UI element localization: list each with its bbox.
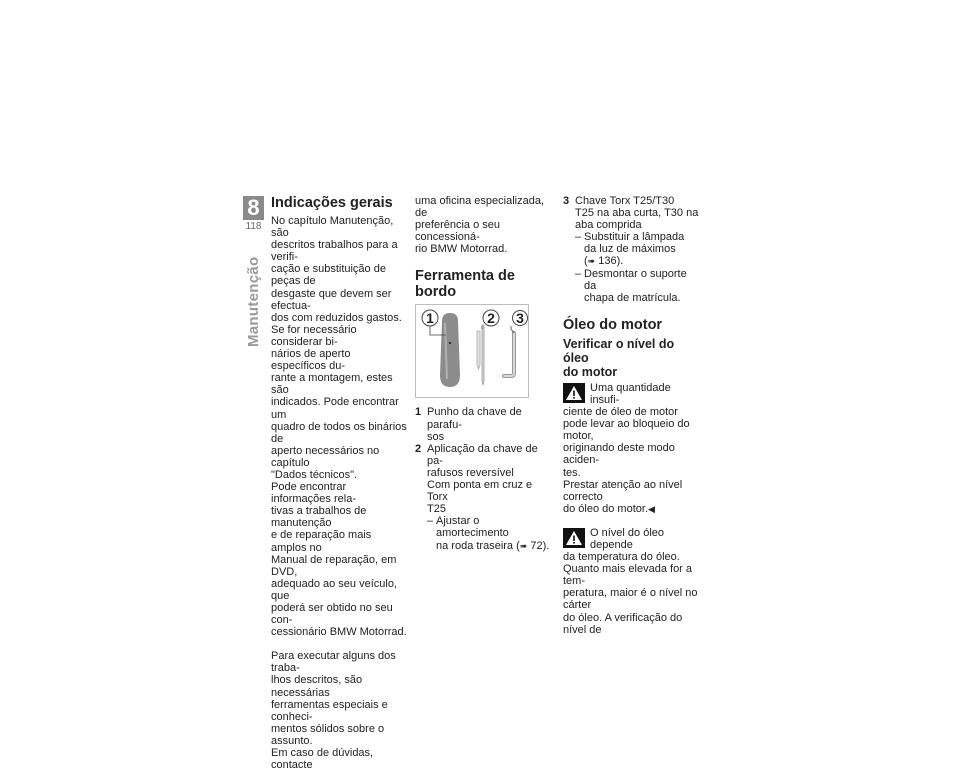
text-line: Verificar o nível do óleo [563, 336, 675, 365]
text-line: lhos descritos, são necessárias [271, 674, 363, 699]
paragraph-general [271, 215, 407, 638]
torx-key-shape [504, 333, 514, 376]
text-line: tivas a trabalhos de manutenção [271, 505, 367, 530]
paragraph-tools-note [271, 650, 407, 771]
text-line: desgaste que devem ser efectua- [271, 287, 392, 312]
dash-marker: – [427, 515, 434, 528]
text-line: adequado ao seu veículo, que [271, 577, 397, 602]
text-line: e de reparação mais amplos no [271, 529, 372, 554]
subsection-title-check-oil [563, 337, 700, 379]
text-line: uma oficina especializada, de [415, 195, 545, 220]
text-line: Ajustar o amortecimento [436, 515, 509, 540]
screwdriver-bit-shape [482, 325, 484, 385]
screwdriver-handle-shape [440, 313, 460, 387]
ref-paren: ( [516, 539, 520, 552]
text-line: Se for necessário considerar bi- [271, 323, 357, 348]
list-subitem [575, 268, 700, 304]
text-line: dos com reduzidos gastos. [271, 311, 402, 324]
text-line: Desmontar o suporte da [584, 267, 687, 292]
text-line: nários de aperto específicos du- [271, 348, 351, 373]
text-line: rio BMW Motorrad. [415, 243, 508, 256]
text-line: preferência o seu concessioná- [415, 219, 500, 244]
callout-label-1: 1 [426, 310, 434, 327]
dash-marker: – [575, 231, 582, 244]
page-number: 118 [243, 220, 264, 233]
text-line: rafusos reversível [427, 466, 514, 479]
text-line: da temperatura do óleo. [563, 551, 680, 564]
section-title-engine-oil: Óleo do motor [563, 316, 663, 333]
list-number: 2 [415, 442, 422, 455]
text-line: sos [427, 430, 445, 443]
list-item-2 [415, 443, 552, 552]
text-line: mentos sólidos sobre o assunto. [271, 722, 385, 747]
callout-label-2: 2 [487, 310, 495, 327]
handle-dot [449, 342, 451, 344]
chapter-marker [243, 196, 264, 233]
text-line: Aplicação da chave de pa- [427, 442, 538, 467]
text-line: poderá ser obtido no seu con- [271, 602, 393, 627]
end-of-warning-icon: ◀ [648, 503, 655, 514]
text-line: Punho da chave de parafu- [427, 406, 522, 431]
text-line: T25 [427, 503, 446, 516]
text-line: ferramentas especiais e conheci- [271, 698, 388, 723]
callout-label-3: 3 [516, 310, 524, 327]
text-line: do óleo. A verificação do nível de [563, 611, 683, 636]
text-line: peratura, maior é o nível no cárter [563, 587, 698, 612]
text-line: do motor [563, 364, 618, 379]
page-ref-arrow-icon: ➠ [519, 540, 528, 551]
text-line: Manual de reparação, em DVD, [271, 553, 397, 578]
text-line: No capítulo Manutenção, são [271, 215, 394, 240]
text-line: pode levar ao bloqueio do motor, [563, 418, 690, 443]
toolkit-illustration [416, 305, 528, 397]
page-reference[interactable]: 72 [530, 539, 543, 552]
text-line: originando deste modo aciden- [563, 442, 675, 467]
text-line: ciente de óleo de motor [563, 406, 678, 419]
list-number: 1 [415, 406, 422, 419]
text-line: O nível do óleo depende [590, 526, 664, 551]
ref-paren: ). [542, 539, 550, 552]
ref-paren: ( [584, 255, 588, 268]
paragraph-continued [415, 195, 552, 255]
chapter-number: 8 [247, 195, 260, 220]
text-line: indicados. Pode encontrar um [271, 396, 399, 421]
list-subitem [575, 231, 700, 267]
page-ref-arrow-icon: ➠ [587, 256, 596, 267]
text-line: "Dados técnicos". [271, 468, 358, 481]
warning-icon [563, 383, 585, 403]
text-line: rante a montagem, estes são [271, 372, 393, 397]
toolkit-figure [415, 304, 529, 398]
column-2 [415, 195, 552, 552]
text-line: Quanto mais elevada for a tem- [563, 563, 693, 588]
text-line: Pode encontrar informações rela- [271, 481, 356, 506]
text-line: T25 na aba curta, T30 na [575, 207, 699, 220]
text-line: quadro de todos os binários de [271, 420, 407, 445]
list-item-1 [415, 406, 552, 442]
chapter-side-label-text: Manutenção [245, 256, 262, 347]
screwdriver-bit-shape-2 [477, 331, 480, 369]
text-line: Em caso de dúvidas, contacte [271, 747, 374, 771]
text-line: Com ponta em cruz e Torx [427, 479, 533, 504]
column-3 [563, 195, 700, 636]
warning-icon [563, 528, 585, 548]
list-item-3 [563, 195, 700, 304]
text-line: cessionário BMW Motorrad. [271, 626, 407, 639]
list-number: 3 [563, 195, 570, 207]
text-line: Para executar alguns dos traba- [271, 650, 396, 675]
text-line: cação e substituição de peças de [271, 263, 386, 288]
text-line: tes. [563, 466, 581, 479]
text-line: descritos trabalhos para a verifi- [271, 239, 398, 264]
text-line: Substituir a lâmpada [584, 231, 685, 244]
text-line: na roda traseira [436, 539, 517, 552]
section-title-general: Indicações gerais [271, 195, 393, 211]
text-line: da luz de máximos [584, 243, 676, 256]
text-line: Prestar atenção ao nível correcto [563, 478, 683, 503]
page-reference[interactable]: 136 [598, 255, 617, 268]
warning-note-2 [563, 527, 700, 636]
dash-marker: – [575, 267, 582, 280]
text-line: aba comprida [575, 219, 642, 232]
section-title-toolkit: Ferramenta de bordo [415, 268, 515, 301]
list-subitem [427, 515, 552, 551]
text-line: Uma quantidade insufi- [590, 381, 671, 406]
warning-note-1 [563, 382, 700, 515]
text-line: do óleo do motor. [563, 502, 649, 515]
text-line: Chave Torx T25/T30 [575, 195, 675, 207]
text-line: chapa de matrícula. [584, 291, 681, 304]
text-line: aperto necessários no capítulo [271, 444, 380, 469]
ref-paren: ). [616, 255, 624, 268]
column-1 [271, 195, 407, 771]
